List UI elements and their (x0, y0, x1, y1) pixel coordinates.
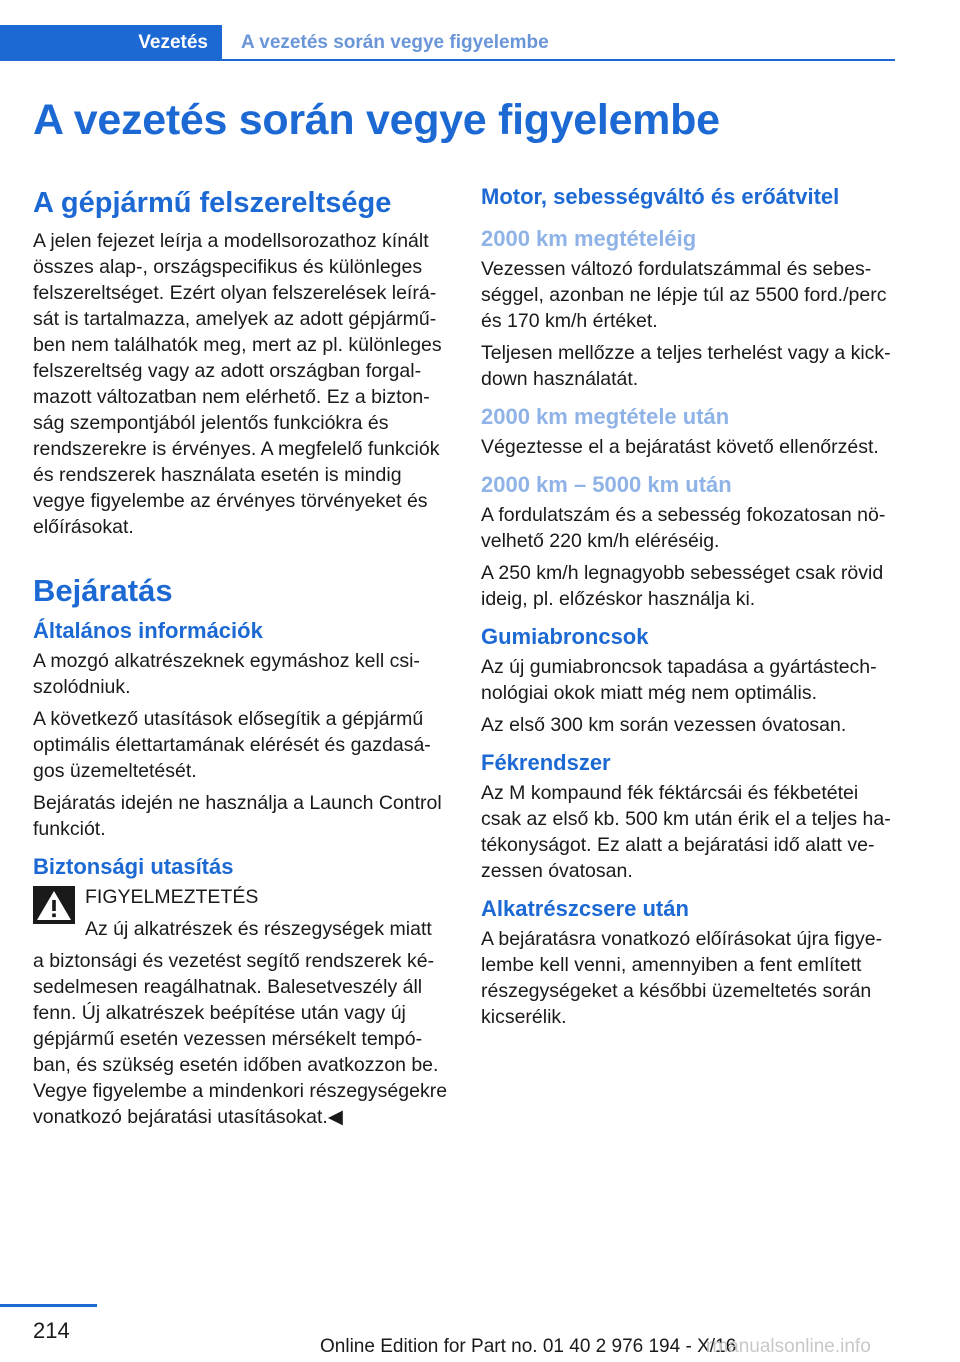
brakes-paragraph: Az M kompaund fék féktárcsái és fékbetétei csak az első kb. 500 km után érik el a teljes hatékonyságot. Ez alatt a bejáratási idő alatt vezessen óvatosan. (481, 782, 891, 882)
until-2000-paragraph-1: Vezessen változó fordulatszámmal és sebességgel, azonban ne lépje túl az 5500 ford./perc és 170 km/h értéket. (481, 258, 887, 332)
general-paragraph-2: A következő utasítások elősegítik a gépjármű optimális élettartamának elérését és gazdaságos üzemeltetését. (33, 708, 431, 782)
until-2000-heading: 2000 km megtételéig (481, 226, 697, 251)
edition-note: Online Edition for Part no. 01 40 2 976 194 - X/16 (320, 1336, 737, 1357)
general-paragraph-1: A mozgó alkatrészeknek egymáshoz kell csiszolódniuk. (33, 650, 420, 698)
range-paragraph-1: A fordulatszám és a sebesség fokozatosan növelhető 220 km/h eléréséig. (481, 504, 886, 552)
safety-heading: Biztonsági utasítás (33, 854, 234, 879)
warning-first-line: Az új alkatrészek és részegységek miatt (85, 918, 432, 940)
header-divider (222, 59, 895, 61)
tyres-paragraph-1: Az új gumiabroncsok tapadása a gyártástechnológiai okok miatt még nem optimális. (481, 656, 877, 704)
page-number: 214 (33, 1318, 70, 1343)
after-2000-paragraph: Végeztesse el a bejáratást követő ellenőrzést. (481, 436, 879, 458)
footer-divider (0, 1304, 97, 1307)
watermark: rmanualsonline.info (706, 1336, 871, 1357)
after-2000-heading: 2000 km megtétele után (481, 404, 730, 429)
page-title: A vezetés során vegye figyelembe (33, 96, 720, 144)
general-info-heading: Általános információk (33, 618, 263, 643)
parts-replacement-paragraph: A bejáratásra vonatkozó előírásokat újra figyelembe kell venni, amennyiben a fent említett részegységeket a későbbi üzemeltetés során kicserélik. (481, 928, 883, 1028)
section-tab[interactable] (0, 25, 222, 61)
breakin-heading: Bejáratás (33, 573, 173, 608)
equipment-paragraph: A jelen fejezet leírja a modellsorozathoz kínált összes alap-, országspecifikus és különleges felszereltséget. Ezért olyan felszerelések leírását is tartalmazza, amelyek az adott gépjárműben nem találhatók meg, mert az pl. különleges felszereltség vagy az adott országban forgalmazott változatban nem elérhető. Ez a biztonság szempontjából jelentős funkciókra és rendszerekre is érvényes. A megfelelő funkciók és rendszerek használata esetén is mindig vegye figyelembe az érvényes törvényeket és előírásokat. (33, 230, 442, 538)
range-paragraph-2: A 250 km/h legnagyobb sebességet csak rövid ideig, pl. előzéskor használja ki. (481, 562, 884, 610)
section-tab-label: Vezetés (138, 32, 208, 53)
warning-title: FIGYELMEZTETÉS (85, 886, 259, 908)
tyres-heading: Gumiabroncsok (481, 624, 649, 649)
page-header (0, 25, 895, 61)
general-paragraph-3: Bejáratás idején ne használja a Launch Control funkciót. (33, 792, 442, 840)
tyres-paragraph-2: Az első 300 km során vezessen óvatosan. (481, 714, 847, 736)
warning-text: a biztonsági és vezetést segítő rendszerek késedelmesen reagálhatnak. Balesetveszély áll fenn. Új alkatrészek beépítése után vagy új gépjármű esetén vezessen mérsékelt tempóban, és szükség esetén időben avatkozzon be. Vegye figyelembe a mindenkori részegységekre vonatkozó bejáratási utasításokat.◀ (33, 950, 448, 1128)
warning-block (33, 884, 451, 948)
breadcrumb[interactable]: A vezetés során vegye figyelembe (241, 32, 549, 53)
left-column (33, 180, 451, 1136)
engine-heading: Motor, sebességváltó és erőátvitel (481, 184, 840, 209)
parts-replacement-heading: Alkatrészcsere után (481, 896, 689, 921)
right-column (481, 180, 899, 1036)
warning-triangle-icon (33, 886, 75, 924)
range-heading: 2000 km – 5000 km után (481, 472, 732, 497)
equipment-heading: A gépjármű felszereltsége (33, 187, 392, 219)
until-2000-paragraph-2: Teljesen mellőzze a teljes terhelést vagy a kick-down használatát. (481, 342, 891, 390)
brakes-heading: Fékrendszer (481, 750, 611, 775)
